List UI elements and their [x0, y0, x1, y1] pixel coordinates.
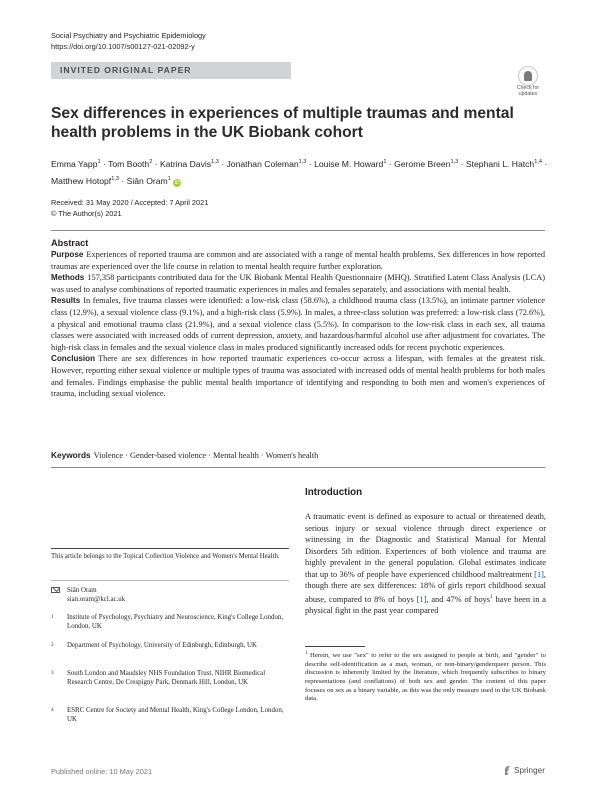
contact-rule: [51, 580, 289, 581]
citation-link[interactable]: [1]: [416, 594, 427, 604]
author[interactable]: Katrina Davis$^{1,3}$: [159, 158, 219, 169]
author[interactable]: Jonathan Coleman$^{1,3}$: [226, 158, 307, 169]
citation-link[interactable]: [1]: [534, 569, 544, 579]
abstract-purpose: Purpose Experiences of reported trauma are common and are associated with a range of mental health problems. Sex differences in how reported traumas are experienced over the life course in relation to mental health require further exploration.: [51, 250, 545, 271]
doi-link[interactable]: https://doi.org/10.1007/s00127-021-02092-y: [51, 41, 195, 51]
journal-name: Social Psychiatry and Psychiatric Epidemiology: [51, 31, 206, 40]
publisher-name: Springer: [514, 766, 545, 775]
contact-email[interactable]: sian.oram@kcl.ac.uk: [67, 596, 126, 604]
footnote: $^1$ Herein, we use "sex" to refer to the sex assigned to people at birth, and "gender" to describe self-identification as a man, woman, or non-binary/genderqueer person. This discussion is inherently limited by the literature, which frequently subscribes to binary representations (and conflations) of both sex and gender. The content of this paper focuses on sex as a binary variable, as this was the only measure used in the UK Biobank data.: [305, 651, 546, 703]
copyright: © The Author(s) 2021: [51, 208, 122, 218]
author[interactable]: Stephani L. Hatch$^{1,4}$: [465, 158, 542, 169]
abstract-top-rule: [51, 230, 545, 231]
article-title: Sex differences in experiences of multiple traumas and mental health problems in the UK Biobank cohort: [51, 105, 514, 141]
author[interactable]: Tom Booth$^2$: [108, 158, 153, 169]
introduction-body: A traumatic event is defined as exposure to actual or threatened death, serious injury or sexual violence through direct experience or witnessing in the Diagnostic and Statistical Manual for Mental Disorders 5th edition. Experiences of both violence and trauma are highly prevalent in the general population. Global estimates indicate that up to 36% of people have experienced childhood maltreatment [1], though there are sex differences: 18% of girls report childhood sexual abuse, compared to 8% of boys [1], and 47% of boys$^1$ have been in a physical fight in the past year compared: [305, 512, 546, 616]
author[interactable]: Louise M. Howard$^1$: [314, 158, 387, 169]
keywords-bottom-rule: [51, 467, 545, 468]
author[interactable]: Emma Yapp$^1$: [51, 158, 101, 169]
crossmark-label: Check for updates: [516, 85, 540, 97]
springer-horse-icon: [503, 765, 511, 776]
keywords: [51, 450, 318, 461]
orcid-icon[interactable]: iD: [174, 179, 180, 186]
check-for-updates-badge[interactable]: [512, 66, 544, 96]
author-list: Emma Yapp$^1$ · Tom Booth$^2$ · Katrina Davis$^{1,3}$ · Jonathan Coleman$^{1,3}$ · Louise M. Howard$^1$ · Gerome Breen$^{1,3}$ · Stephani L. Hatch$^{1,4}$ · Matthew Hotopf$^{1,3}$ · Siân Oram$^1$ iD: [51, 158, 548, 186]
published-online: Published online: 10 May 2021: [51, 767, 153, 776]
introduction-heading: Introduction: [305, 487, 363, 498]
article-type-label: INVITED ORIGINAL PAPER: [60, 65, 192, 75]
keywords-label: Keywords: [51, 450, 91, 460]
abstract-heading: Abstract: [51, 238, 89, 248]
journal-header: [51, 31, 206, 52]
footnote-rule: [305, 646, 365, 647]
received-accepted: Received: 31 May 2020 / Accepted: 7 April 2021: [51, 198, 209, 207]
footnote-mark[interactable]: 1: [490, 593, 493, 600]
abstract-results: Results In females, five trauma classes were identified: a low-risk class (58.6%), a childhood trauma class (13.5%), an intimate partner violence class (12.9%), a sexual violence class (9.1%), and a high-risk class (5.9%). In males, a three-class solution was preferred: a low-risk class (72.6%), a physical and emotional trauma class (21.9%), and a sexual violence class (5.5%). In comparison to the low-risk class in each sex, all trauma classes were associated with increased odds of current depression, anxiety, and hazardous/harmful alcohol use after adjustment for covariates. The high-risk class in females and the sexual violence class in males produced significantly increased odds for recent psychotic experiences.: [51, 296, 545, 352]
author[interactable]: Gerome Breen$^{1,3}$: [394, 158, 459, 169]
contact-name: Siân Oram: [67, 587, 97, 594]
author[interactable]: Siân Oram$^1$: [126, 175, 171, 186]
abstract-methods: Methods 157,358 participants contributed data for the UK Biobank Mental Health Questionnaire (MHQ). Stratified Latent Class Analysis (LCA) was used to analyse combinations of reported traumatic experiences in males and females separately, and associations with mental health.: [51, 273, 545, 294]
author[interactable]: Matthew Hotopf$^{1,3}$: [51, 175, 119, 186]
crossmark-icon: [518, 66, 538, 86]
topical-collection-note: This article belongs to the Topical Collection Violence and Women's Mental Health.: [51, 553, 280, 560]
abstract-conclusion: Conclusion There are sex differences in how reported traumatic experiences co-occur across a lifespan, with females at the greatest risk. However, reporting either sexual violence or multiple types of trauma was associated with increased odds of mental health problems for both males and females. Findings emphasise the public mental health importance of identifying and responding to both men and women's experiences of trauma, including sexual violence.: [51, 354, 545, 399]
article-dates: [51, 198, 208, 219]
abstract-body: [51, 249, 545, 400]
keywords-list: Violence · Gender-based violence · Mental health · Women's health: [93, 451, 319, 460]
collection-rule: [51, 548, 289, 549]
email-icon: [51, 587, 60, 593]
